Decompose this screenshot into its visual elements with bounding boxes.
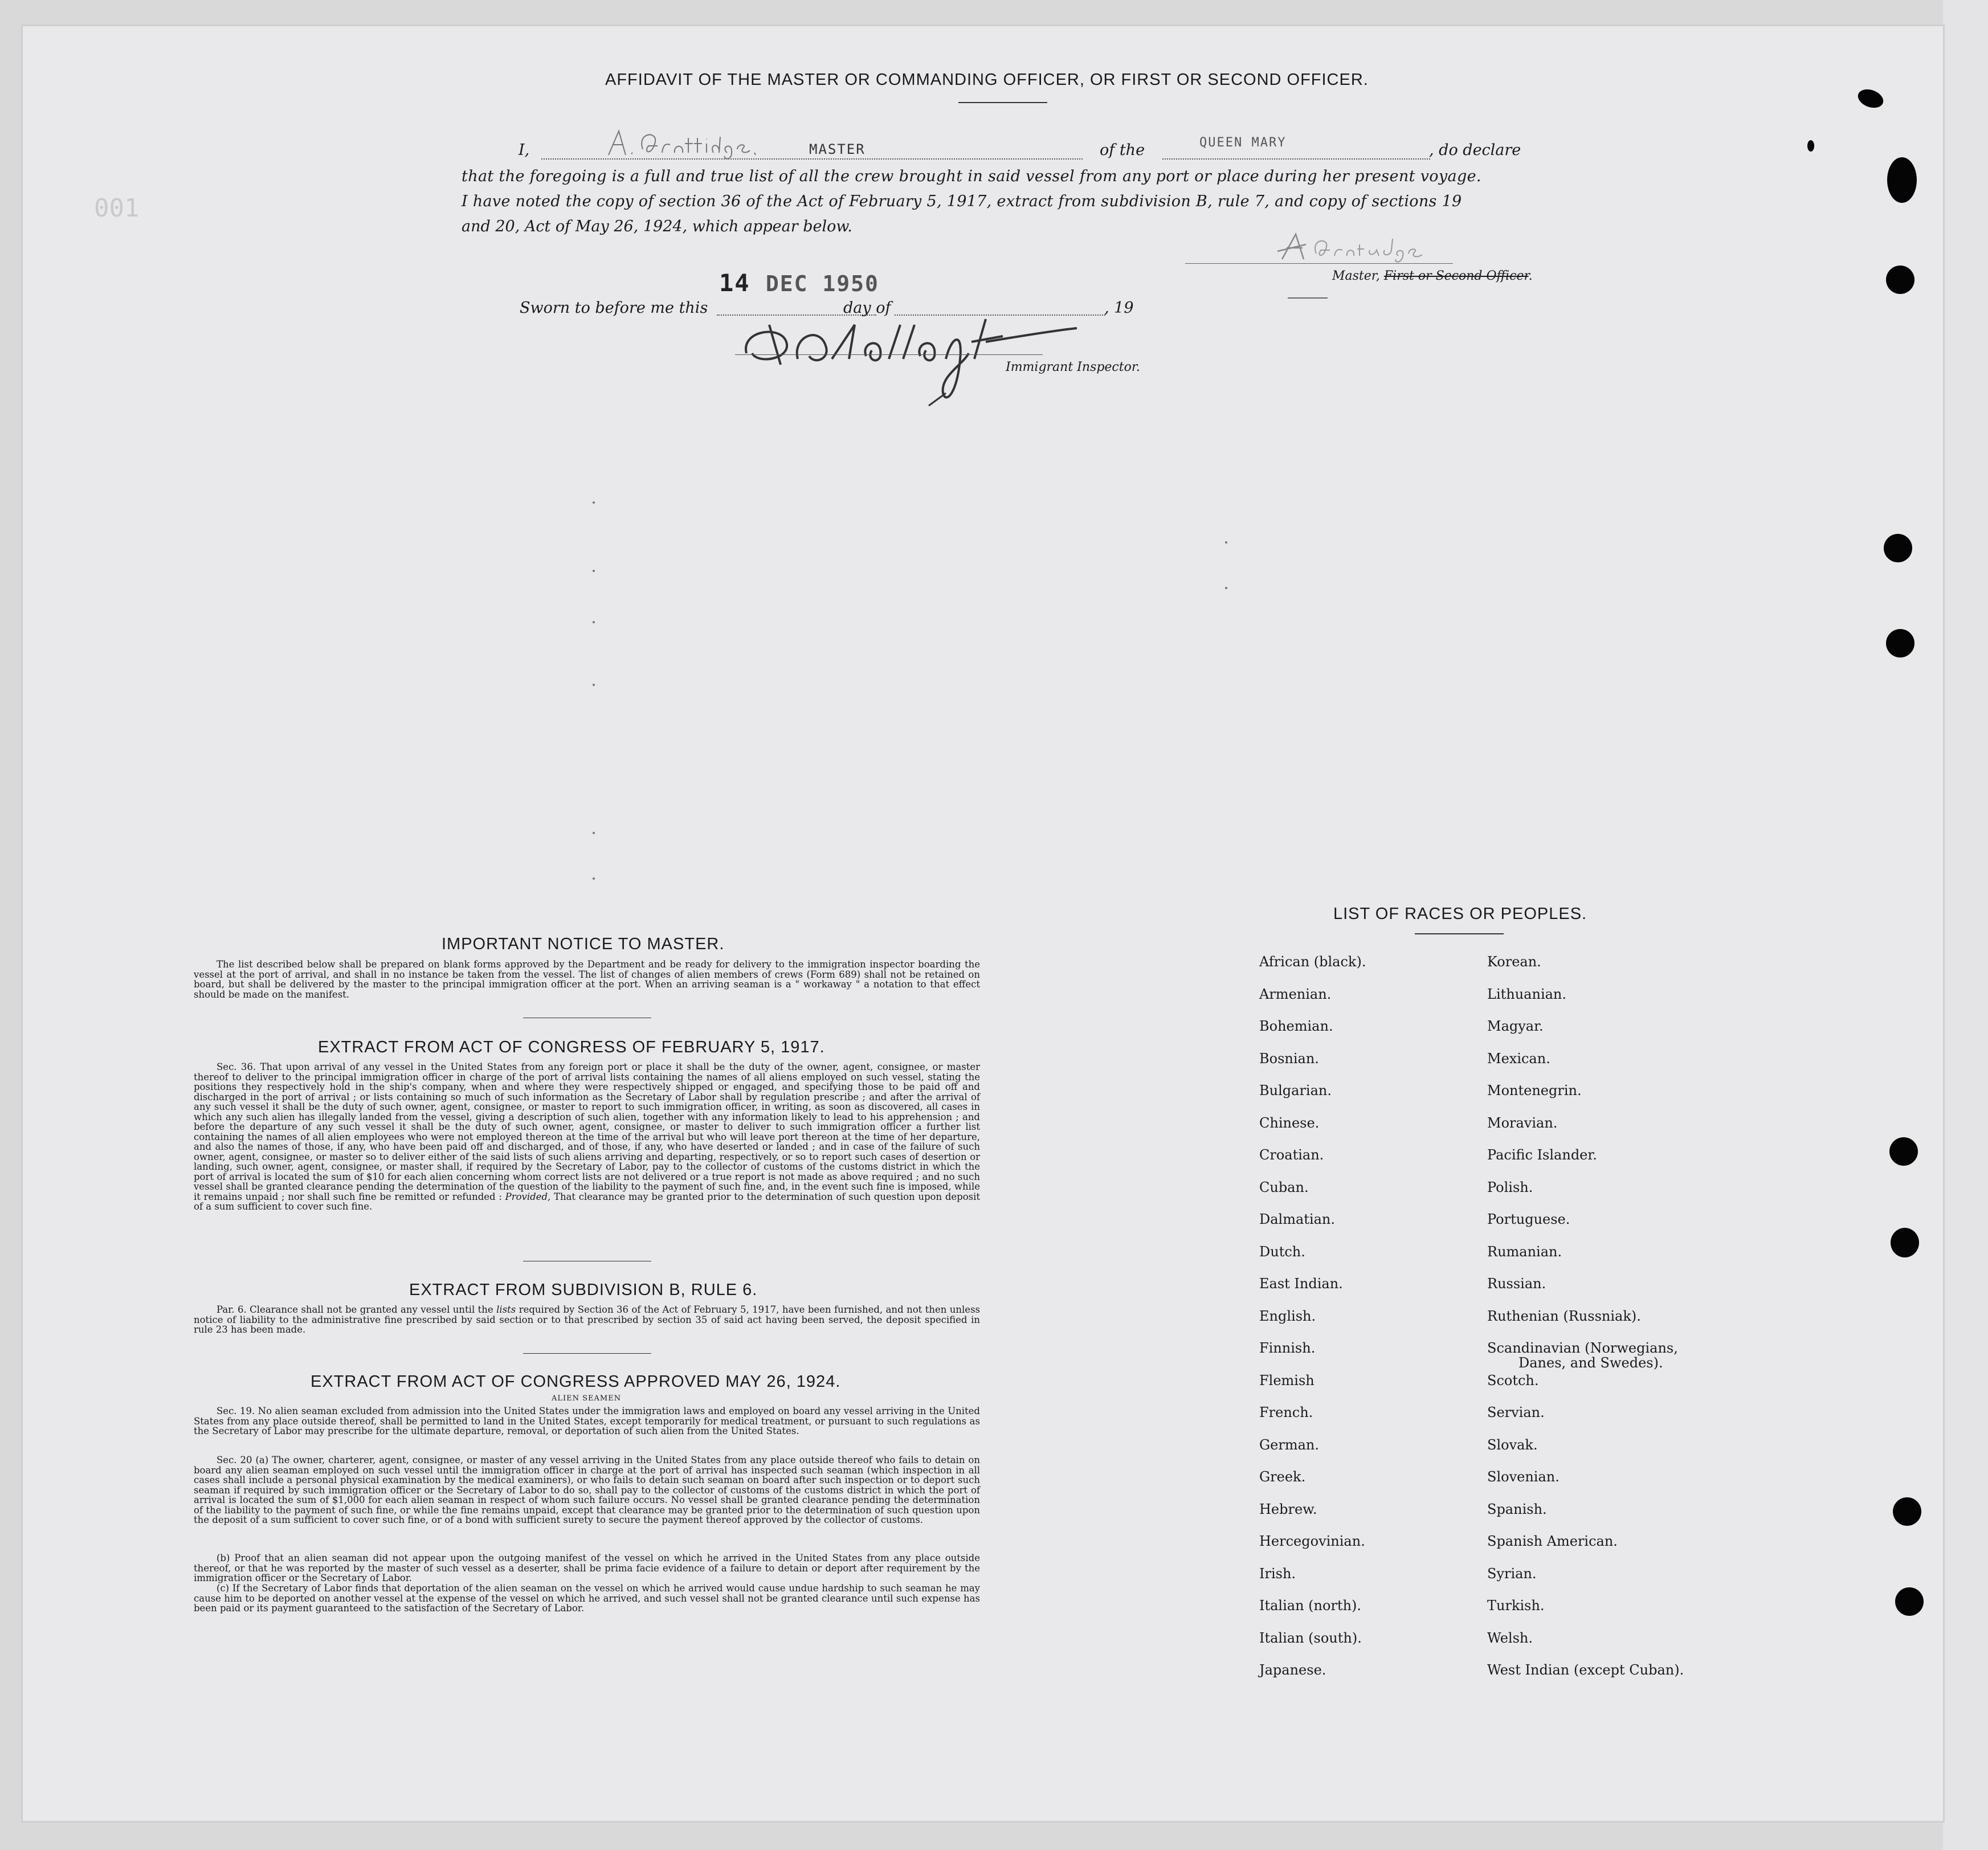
do-declare-label: , do declare — [1429, 141, 1521, 159]
sec20b-body: (b) Proof that an alien seaman did not appear upon the outgoing manifest of the vessel on which he arrived in the United States from any place outside thereof, or that he was reported by the master of such vessel as a deserter, shall be prima facie evidence of a failure to detain or deport after requirement by the immigration officer or the Secretary of Labor. — [194, 1553, 980, 1583]
declaration-line-4: and 20, Act of May 26, 1924, which appear below. — [462, 218, 852, 235]
race-item: Portuguese. — [1487, 1211, 1570, 1227]
race-item: Polish. — [1487, 1179, 1533, 1195]
race-item: Ruthenian (Russniak). — [1487, 1308, 1641, 1324]
race-item: Turkish. — [1487, 1598, 1545, 1614]
races-title: LIST OF RACES OR PEOPLES. — [1333, 905, 1587, 923]
race-item: Hercegovinian. — [1259, 1533, 1365, 1549]
punch-hole — [1884, 534, 1912, 562]
race-item: Armenian. — [1259, 986, 1332, 1002]
punch-hole — [1893, 1497, 1921, 1526]
sec20a-body: Sec. 20 (a) The owner, charterer, agent, consignee, or master of any vessel arriving in the United States from any place outside thereof who fails to detain on board any alien seaman employed on such vessel until the immigration officer in charge at the port of arrival has inspected such seaman (which inspection in all cases shall include a personal physical examination by the medical examiners), or who fails to detain such seaman on board after such inspection or to deport such seaman if required by such immigration officer or the Secretary of Labor to do so, shall pay to the collector of customs of the customs district in which the port of arrival is located the sum of $1,000 for each alien seaman in respect of whom such failure occurs. No vessel shall be granted clearance pending the determination of the liability to the payment of such fine, or while the fine remains unpaid, except that clearance may be granted prior to the determination of such question upon the deposit of a sum sufficient to cover such fine, or of a bond with sufficient surety to secure the payment thereof approved by the collector of customs. — [194, 1455, 980, 1525]
punch-hole — [1889, 1137, 1918, 1166]
inspector-line — [735, 354, 1043, 355]
inspector-label: Immigrant Inspector. — [1006, 360, 1140, 374]
speck — [1225, 587, 1227, 589]
race-item: Japanese. — [1259, 1662, 1326, 1678]
i-label: I, — [519, 141, 530, 159]
race-item: Irish. — [1259, 1565, 1296, 1582]
rule6-text-a: Par. 6. Clearance shall not be granted any vessel until the — [217, 1304, 493, 1315]
race-item: Croatian. — [1259, 1147, 1324, 1163]
race-item: Moravian. — [1487, 1114, 1558, 1131]
speck — [1225, 541, 1227, 544]
race-item: Mexican. — [1487, 1050, 1550, 1067]
rule6-lists: lists — [496, 1304, 516, 1315]
race-item: Rumanian. — [1487, 1243, 1562, 1260]
race-item: African (black). — [1259, 954, 1366, 970]
race-item: East Indian. — [1259, 1276, 1343, 1292]
day-of-label: day of — [843, 299, 891, 317]
race-item: Dalmatian. — [1259, 1211, 1336, 1227]
races-column-2 — [1487, 954, 1684, 1694]
alien-seamen-subtitle: ALIEN SEAMEN — [552, 1394, 622, 1403]
sec36-text-a: Sec. 36. That upon arrival of any vessel in the United States from any foreign port or place it shall be the duty of the owner, agent, consignee, or master thereof to deliver to the principal immigration officer in charge of the port of arrival lists containing the names of all aliens employed on such vessel, stating the positions they respectively hold in the ship's company, when and where they were respectively shipped or engaged, and specifying those to be paid off and discharged in the port of arrival ; or lists containing so much of such information as the Secretary of Labor shall by regulation prescribe ; and after the arrival of any such vessel it shall be the duty of such owner, agent, consignee, or master to report to such immigration officer, in writing, as soon as discovered, all cases in which any such alien has illegally landed from the vessel, giving a description of such alien, together with any information likely to lead to his apprehension ; and before the departure of any such vessel it shall be the duty of such owner, agent, consignee, or master to deliver to such immigration officer a further list containing the names of all alien employees who were not employed thereon at the time of the arrival but who will leave port thereon at the time of her departure, and also the names of those, if any, who have been paid off and discharged, and of those, if any, who have deserted or landed ; and in case of the failure of such owner, agent, consignee, or master so to deliver either of the said lists of such aliens arriving and departing, respectively, or so to report such cases of desertion or landing, such owner, agent, consignee, or master shall, if required by the Secretary of Labor, pay to the collector of customs of the customs district in which the port of arrival is located the sum of $10 for each alien concerning whom correct lists are not delivered or a true report is not made as above required ; and no such vessel shall be granted clearance pending the determination of the question of the liability to the payment of such fine, and, in the event such fine is imposed, while it remains unpaid ; nor shall such fine be remitted or refunded : — [194, 1061, 980, 1202]
extract-1924-title: EXTRACT FROM ACT OF CONGRESS APPROVED MAY 26, 1924. — [311, 1373, 841, 1391]
caption-dash — [1288, 297, 1328, 299]
race-item: Chinese. — [1259, 1114, 1320, 1131]
sec19-body: Sec. 19. No alien seaman excluded from admission into the United States under the immigration laws and employed on board any vessel arriving in the United States from any place outside thereof, shall be permitted to land in the United States, except temporarily for medical treatment, or pursuant to such regulations as the Secretary of Labor may prescribe for the ultimate departure, removal, or deportation of such alien from the United States. — [194, 1406, 980, 1436]
notice-body: The list described below shall be prepared on blank forms approved by the Department and be ready for delivery to the immigration inspector boarding the vessel at the port of arrival, and shall in no instance be taken from the vessel. The list of changes of alien members of crews (Form 689) shall not be retained on board, but shall be delivered by the master to the principal immigration officer at the port. When an arriving seaman is a " workaway " a notation to that effect should be made on the manifest. — [194, 959, 980, 1000]
race-item: Magyar. — [1487, 1018, 1544, 1034]
sec36-text-b: That clearance may be granted prior to the determination of such question upon deposit of a sum sufficient to cover such fine. — [194, 1191, 981, 1212]
rule6-rule — [523, 1353, 651, 1354]
race-item: Italian (north). — [1259, 1598, 1362, 1614]
race-item: Spanish American. — [1487, 1533, 1618, 1549]
race-item: Bohemian. — [1259, 1018, 1333, 1034]
punch-hole — [1886, 629, 1914, 657]
sworn-label: Sworn to before me this — [520, 299, 708, 317]
speck — [593, 621, 595, 623]
date-stamp — [719, 269, 879, 297]
title-underline — [958, 102, 1047, 103]
race-item: Slovenian. — [1487, 1469, 1560, 1485]
race-item: Finnish. — [1259, 1340, 1316, 1356]
races-title-rule — [1415, 933, 1504, 934]
race-item: English. — [1259, 1308, 1316, 1324]
races-column-1 — [1259, 954, 1366, 1694]
races-col2-continuation: Danes, and Swedes). — [1518, 1355, 1663, 1371]
master-signature — [1276, 231, 1470, 271]
stamp-month-year: DEC 1950 — [765, 271, 879, 296]
race-item: West Indian (except Cuban). — [1487, 1662, 1684, 1678]
signature-caption-struck: First or Second Officer — [1383, 269, 1529, 283]
race-item: Russian. — [1487, 1276, 1546, 1292]
year-label: , 19 — [1104, 299, 1134, 317]
of-the-label: of the — [1100, 141, 1145, 159]
extract-1917-title: EXTRACT FROM ACT OF CONGRESS OF FEBRUARY 5, 1917. — [318, 1038, 825, 1056]
rule6-body — [194, 1305, 980, 1335]
race-item: Korean. — [1487, 954, 1541, 970]
affidavit-title: AFFIDAVIT OF THE MASTER OR COMMANDING OFFICER, OR FIRST OR SECOND OFFICER. — [605, 71, 1369, 89]
race-item: Bulgarian. — [1259, 1083, 1332, 1098]
race-item: Cuban. — [1259, 1179, 1309, 1195]
vessel-name: QUEEN MARY — [1199, 136, 1287, 150]
punch-hole — [1895, 1587, 1924, 1616]
race-item: French. — [1259, 1404, 1313, 1420]
rank-value: MASTER — [809, 141, 866, 157]
speck — [593, 832, 595, 834]
race-item: Pacific Islander. — [1487, 1147, 1597, 1163]
race-item: Lithuanian. — [1487, 986, 1567, 1002]
signature-caption — [1332, 269, 1533, 283]
declaration-line-2: that the foregoing is a full and true list of all the crew brought in said vessel from any port or place during her present voyage. — [462, 168, 1481, 185]
race-item: Bosnian. — [1259, 1050, 1319, 1067]
race-item: Italian (south). — [1259, 1630, 1362, 1646]
extract-1917-body — [194, 1062, 980, 1212]
race-item: Servian. — [1487, 1404, 1545, 1420]
race-item: Slovak. — [1487, 1436, 1538, 1453]
race-item: Scotch. — [1487, 1372, 1539, 1388]
race-item: German. — [1259, 1436, 1319, 1453]
sec20c-body: (c) If the Secretary of Labor finds that deportation of the alien seaman on the vessel on which he arrived would cause undue hardship to such seaman he may cause him to be deported on another vessel at the expense of the vessel on which he arrived, and such vessel shall not be granted clearance until such expense has been paid or its payment guaranteed to the satisfaction of the Secretary of Labor. — [194, 1583, 980, 1614]
race-item: Scandinavian (Norwegians, — [1487, 1340, 1678, 1356]
race-item: Flemish — [1259, 1372, 1315, 1388]
master-name-handwriting — [603, 126, 774, 161]
race-item: Hebrew. — [1259, 1501, 1317, 1517]
notice-title: IMPORTANT NOTICE TO MASTER. — [442, 935, 725, 953]
speck — [593, 877, 595, 880]
race-item: Dutch. — [1259, 1243, 1305, 1260]
speck — [593, 501, 595, 504]
speck — [593, 684, 595, 686]
rule6-text-b: required by Section 36 of the Act of February 5, 1917, have been furnished, and not then unless notice of liability to the administrative fine prescribed by said section or to that prescribed by section 35 of said act having been served, the deposit specified in rule 23 has been made. — [194, 1304, 981, 1335]
race-item: Greek. — [1259, 1469, 1306, 1485]
rule6-title: EXTRACT FROM SUBDIVISION B, RULE 6. — [409, 1281, 758, 1299]
signature-caption-master: Master, — [1332, 269, 1384, 283]
race-item: Syrian. — [1487, 1565, 1537, 1582]
race-item: Spanish. — [1487, 1501, 1547, 1517]
signature-caption-end: . — [1528, 269, 1533, 283]
punch-mark — [1807, 140, 1814, 152]
punch-hole — [1886, 266, 1914, 294]
bleed-through-number: 001 — [94, 194, 140, 223]
speck — [593, 570, 595, 572]
sec36-provided: Provided, — [505, 1191, 551, 1202]
race-item: Welsh. — [1487, 1630, 1533, 1646]
signature-line — [1185, 263, 1453, 264]
punch-hole — [1891, 1228, 1919, 1257]
scan-margin — [1943, 0, 1988, 1850]
inspector-signature — [735, 302, 1088, 410]
race-item: Montenegrin. — [1487, 1083, 1582, 1098]
stamp-day: 14 — [719, 269, 750, 297]
vessel-line — [1162, 158, 1430, 160]
punch-hole — [1887, 157, 1917, 203]
declaration-line-3: I have noted the copy of section 36 of the Act of February 5, 1917, extract from subdivision B, rule 7, and copy of sections 19 — [462, 193, 1462, 210]
